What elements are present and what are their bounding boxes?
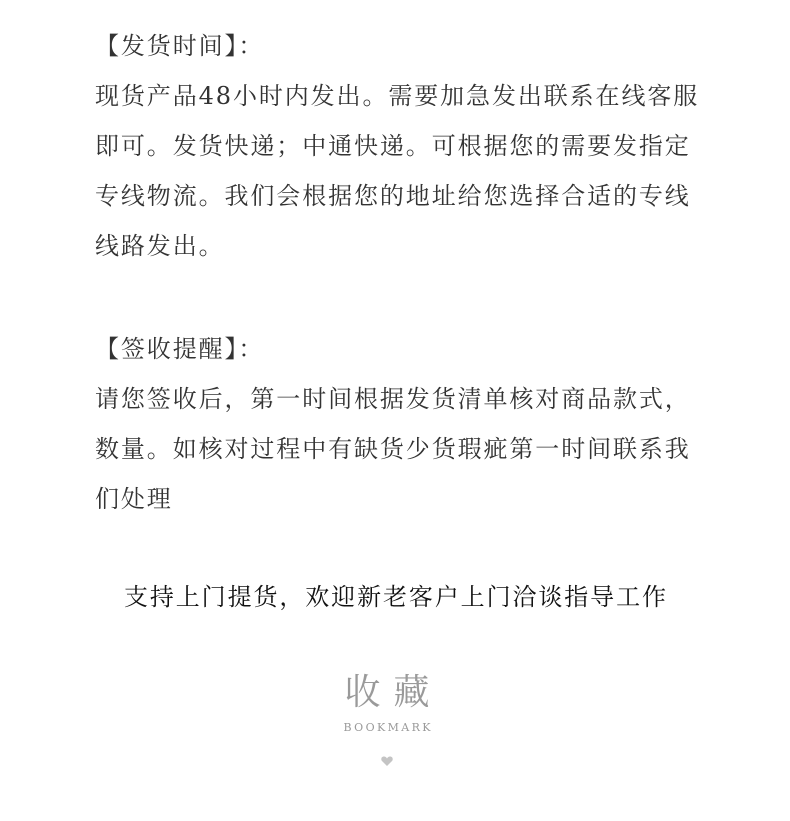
bookmark-title: 收藏 [344, 672, 443, 713]
receipt-reminder-line: 们处理 [95, 485, 173, 513]
shipping-time-line: 线路发出。 [95, 232, 225, 260]
shipping-time-section [95, 21, 755, 271]
receipt-reminder-section [95, 324, 755, 524]
shipping-time-line: 即可。发货快递；中通快递。可根据您的需要发指定 [95, 132, 691, 160]
shipping-time-line: 现货产品48小时内发出。需要加急发出联系在线客服 [95, 82, 700, 110]
shipping-time-line: 专线物流。我们会根据您的地址给您选择合适的专线 [95, 182, 691, 210]
heart-icon [381, 756, 393, 766]
bookmark-subtitle: BOOKMARK [343, 721, 433, 734]
pickup-notice: 支持上门提货，欢迎新老客户上门洽谈指导工作 [123, 583, 668, 611]
receipt-reminder-line: 请您签收后，第一时间根据发货清单核对商品款式， [95, 385, 691, 413]
bookmark-button[interactable] [317, 666, 457, 771]
receipt-reminder-line: 数量。如核对过程中有缺货少货瑕疵第一时间联系我 [95, 435, 691, 463]
receipt-reminder-heading: 【签收提醒】： [95, 335, 265, 363]
shipping-time-heading: 【发货时间】： [95, 32, 265, 60]
